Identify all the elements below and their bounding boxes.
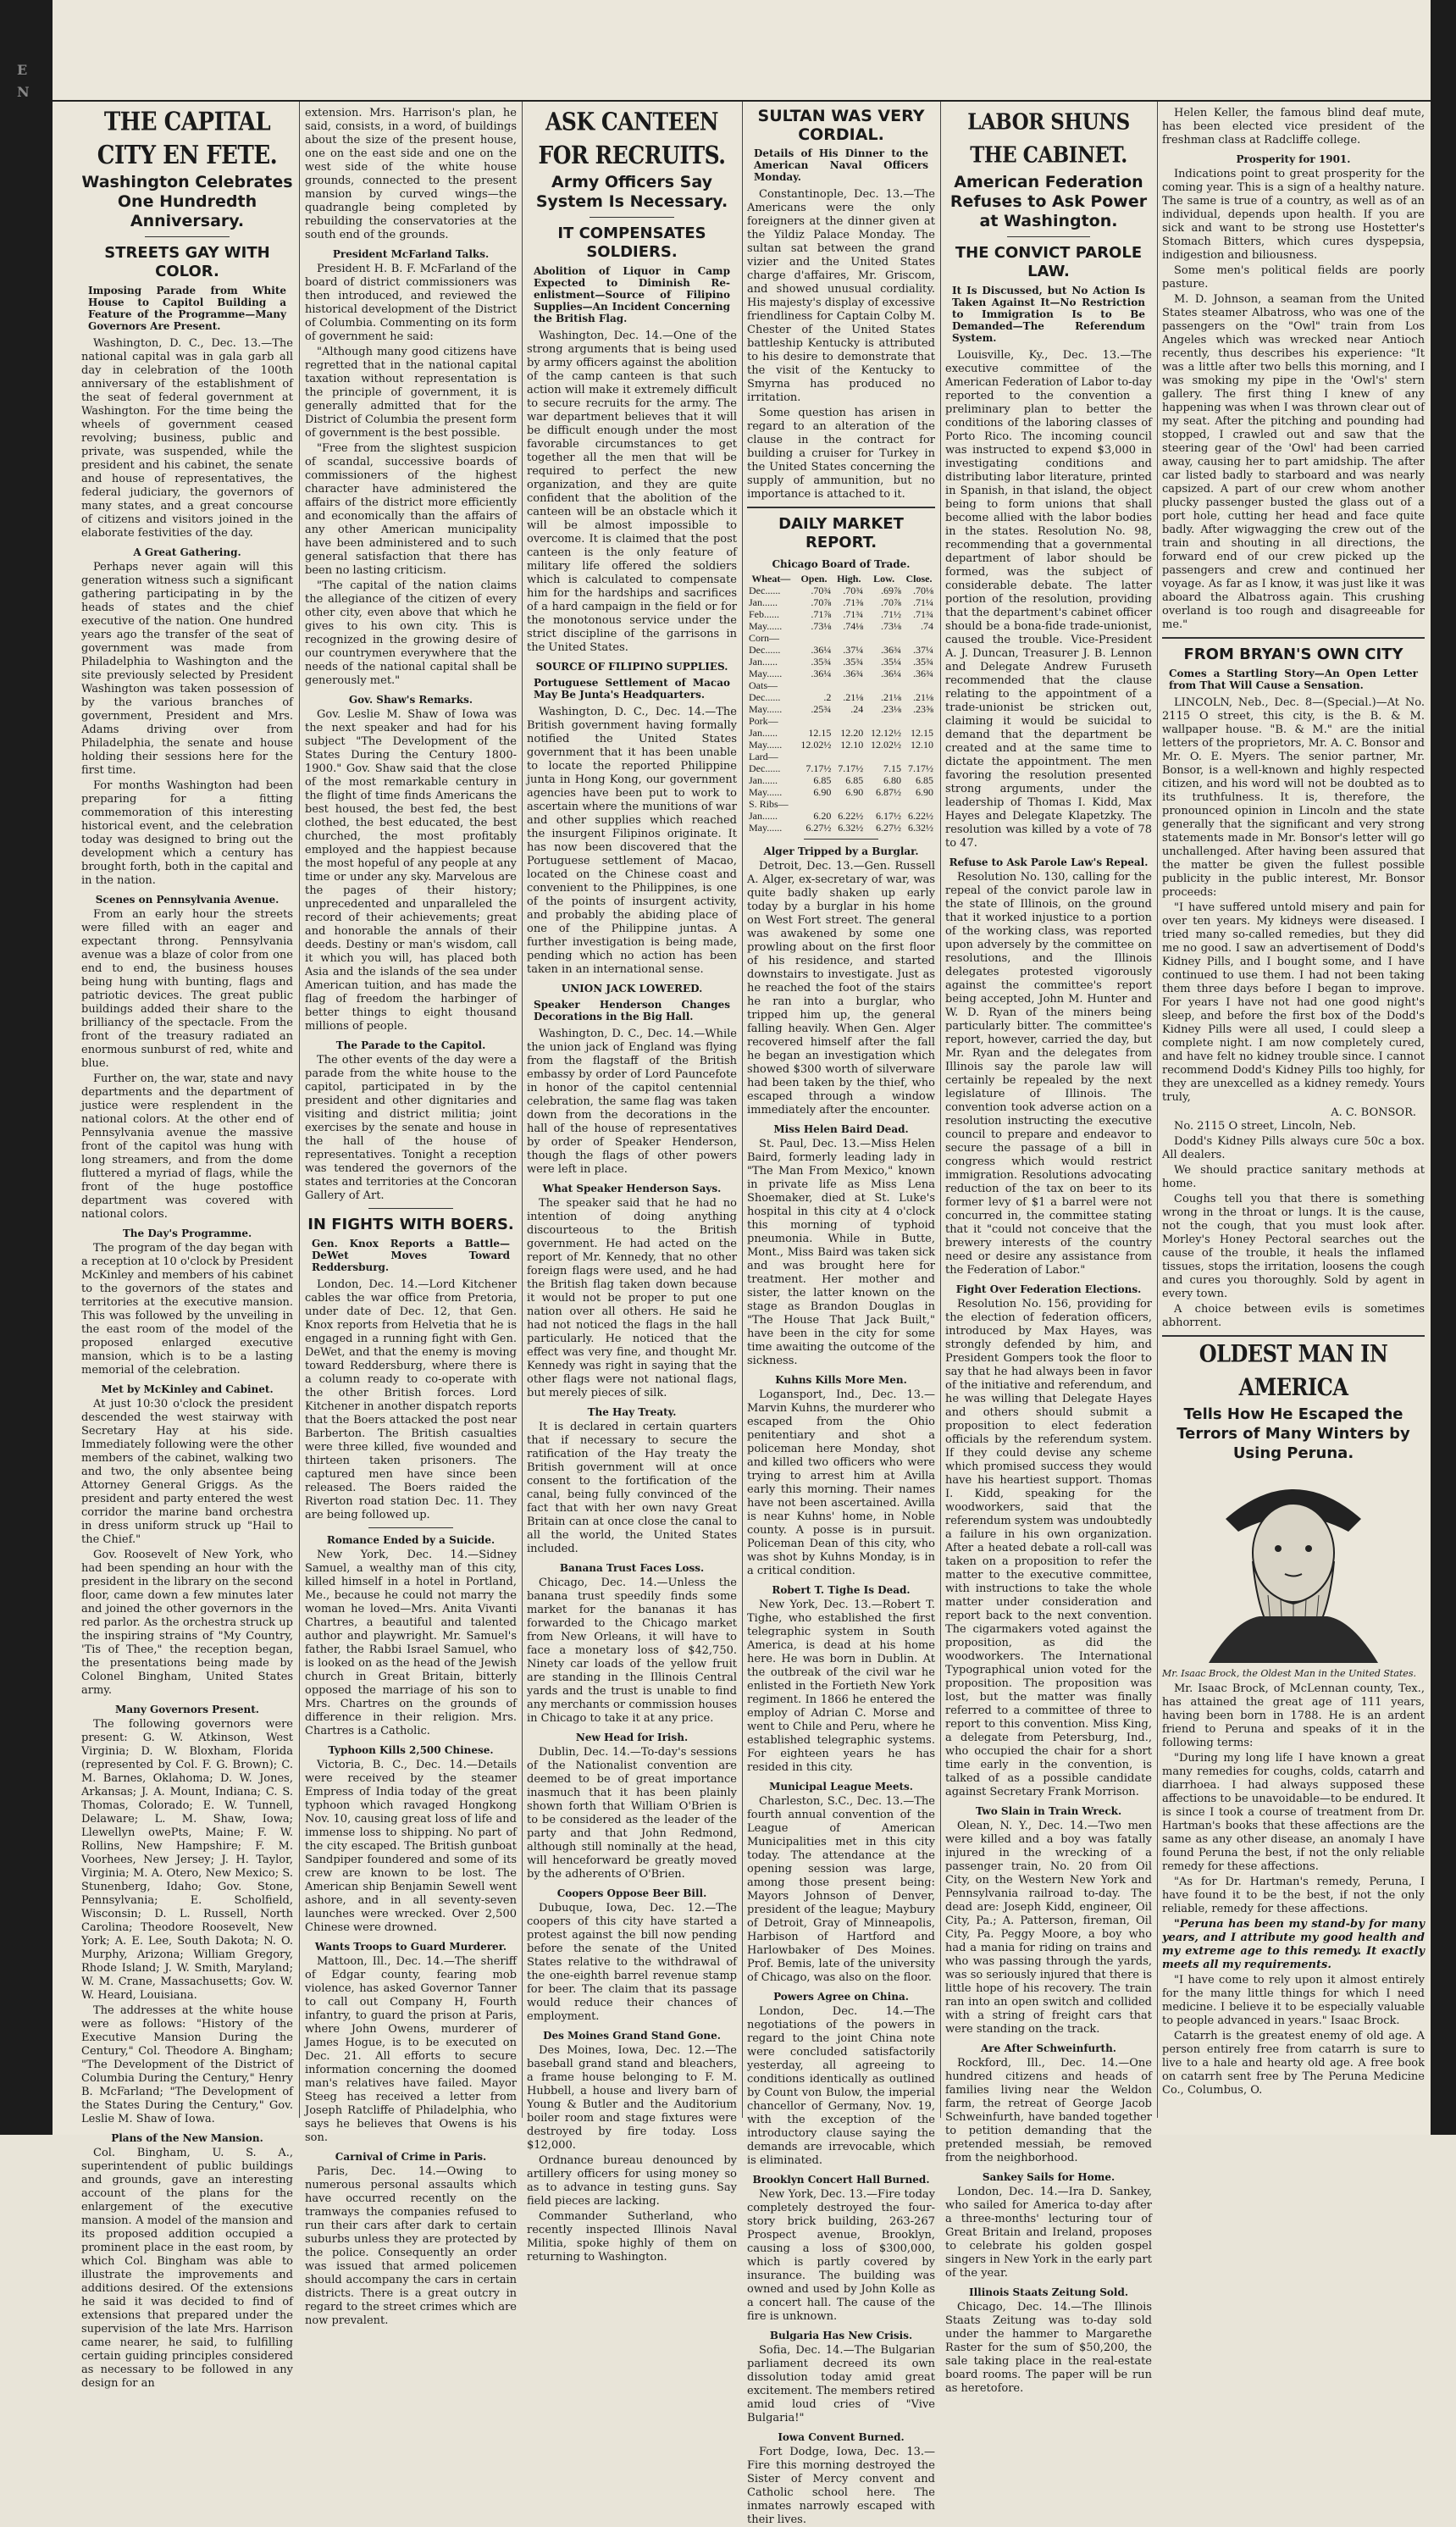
subhead: Many Governors Present.: [115, 1704, 259, 1715]
deck: Comes a Startling Story—An Open Letter from That Will Cause a Sensation.: [1169, 668, 1418, 691]
paragraph: Gov. Leslie M. Shaw of Iowa was the next speaker and had for his subject "The Development of the States During the Century 1800-1900." Gov. Shaw said that the close of the most remarkable century in the flight of time finds Americans the best housed, the best fed, the best clothed, the best educated, the best churched, the most profitably employed and the happiest because the most hopeful of any people at any time or under any sky. Marvelous are the pages of their history; unprecedented and unparalleled the record of their achievements; great and honorable the annals of their deeds. Destiny or man's wisdom, call it which you will, has placed both Asia and the islands of the sea under American tuition, and has made the flag of freedom the harbinger of better things to eight thousand millions of people.: [305, 708, 517, 1033]
market-cell: 6.20: [813, 810, 832, 822]
market-cell: Jan......: [749, 727, 778, 739]
market-cell: .70⅞: [880, 596, 901, 608]
paragraph: The speaker said that he had no intention of doing anything discourteous to the British government. He had acted on the report of Mr. Kennedy, that no other foreign flags were used, and he had the British flag taken down because it would not be proper to put one nation over all others. He said he had not noticed the flags in the hall particularly. He noticed that the effect was very fine, and thought Mr. Kennedy was right in saying that the other flags were not national flags, but merely pieces of silk.: [527, 1197, 737, 1399]
market-row: [747, 668, 935, 679]
market-cell: 6.22½: [838, 810, 864, 822]
market-cell: .70⅛: [913, 585, 933, 596]
paragraph: Indications point to great prosperity for the coming year. This is a sign of a healthy nature. The same is true of a country, as well as of an individual, depends upon health. If you are sick and want to be strong use Hostetter's Stomach Bitters, which cures dyspepsia, indigestion and biliousness.: [1162, 168, 1425, 262]
deck: Imposing Parade from White House to Capitol Building a Feature of the Programme—Many Governors Are Present.: [88, 285, 286, 332]
market-cell: 12.10: [840, 739, 864, 751]
market-cell: 12.15: [808, 727, 832, 739]
market-cell: .70¾: [811, 585, 832, 596]
paragraph: Charleston, S.C., Dec. 13.—The fourth annual convention of the League of American Municipalities met in this city today. The attendance at the opening session was large, among those present being: Mayors Johnson of Denver, president of the league; Maybury of Detroit, Gray of Minneapolis, Harbison of Hartford and Harlowbaker of Des Moines. Prof. Bemis, late of the university of Chicago, was also on the floor.: [747, 1795, 935, 1984]
market-cell: .35¾: [843, 656, 864, 668]
market-cell: .36¾: [843, 668, 864, 679]
market-cell: [903, 679, 935, 691]
market-cell: .35¾: [913, 656, 933, 668]
deck: It Is Discussed, but No Action Is Taken Against It—No Restriction to Immigration Is to Be Demanded—The Referendum System.: [952, 285, 1145, 344]
paragraph: At just 10:30 o'clock the president descended the west stairway with Secretary Hay at his side. Immediately following were the other members of the cabinet, walking two and two, the only absentee being Attorney General Griggs. As the president and party entered the west corridor the marine band orchestra in dress uniform struck up "Hail to the Chief.": [81, 1398, 293, 1546]
market-row: [747, 751, 935, 762]
paragraph: LINCOLN, Neb., Dec. 8—(Special.)—At No. 2115 O street, this city, is the B. & M. wallpaper house. "B. & M." are the initial letters of the proprietors, Mr. A. C. Bonsor and Mr. O. E. Myers. The senior partner, Mr. Bonsor, is a well-known and highly respected citizen, and his word will not be doubted as to its truthfulness. It is, therefore, the pronounced opinion in Lincoln and the state generally that the significant and very strong statements made in Mr. Bonsor's letter will go unchallenged. After having been assured that the matter be given the fullest possible publicity in the public interest, Mr. Bonsor proceeds:: [1162, 696, 1425, 899]
market-cell: 6.87½: [875, 786, 901, 798]
paragraph: Some men's political fields are poorly pasture.: [1162, 264, 1425, 291]
market-cell: May......: [749, 786, 783, 798]
market-cell: 7.17½: [838, 762, 864, 774]
market-cell: Corn—: [749, 632, 779, 644]
market-row: [747, 739, 935, 751]
paragraph: New York, Dec. 14.—Sidney Samuel, a wealthy man of this city, killed himself in a hotel in Portland, Me., because he could not marry the woman he loved—Mrs. Anita Vivanti Chartres, a beautiful and talented author and playwright. Mr. Samuel's father, the Rabbi Israel Samuel, who is looked on as the head of the Jewish church in Great Britain, bitterly opposed the marriage of his son to Mrs. Chartres on the grounds of difference in their religion. Mrs. Chartres is a Catholic.: [305, 1549, 517, 1737]
paragraph: New York, Dec. 13.—Robert T. Tighe, who established the first telegraphic system in South America, is dead at his home here. He was born in Dublin. At the outbreak of the civil war he enlisted in the Fortieth New York regiment. In 1866 he entered the employ of Adrian C. Morse and went to Chile and Peru, where he established telegraphic systems. For eighteen years he has resided in this city.: [747, 1599, 935, 1774]
paragraph: Louisville, Ky., Dec. 13.—The executive committee of the American Federation of Labor to-day reported to the convention a preliminary plan to better the conditions of the laboring classes of Porto Rico. The incoming council was instructed to expend $3,000 in investigating conditions and distributing labor literature, printed in Spanish, in that island, the object being to form unions that shall become allied with the labor bodies in the states. Resolution No. 98, recommending that a governmental department of labor should be formed, was the subject of considerable debate. The latter portion of the resolution, providing that the department's cabinet officer should be a bona-fide trade-unionist, caused the trouble. Vice-President A. J. Duncan, Treasurer J. B. Lennon and Delegate Andrew Furuseth recommended that the clause relating to the appointment of a trade-unionist be stricken out, claiming it would be suicidal to demand that the department be created and at the same time to dictate the appointment. The men favoring the resolution presented strong arguments, under the leadership of Thomas I. Kidd, Max Hayes and Delegate Klapetzky. The resolution was killed by a vote of 78 to 47.: [945, 349, 1152, 850]
market-cell: .21⅛: [913, 691, 933, 703]
headline: LABOR SHUNS THE CABINET.: [967, 108, 1130, 169]
market-cell: [795, 798, 833, 810]
testimonial-quote: "Peruna has been my stand-by for many years, and I attribute my good health and my extreme age to this remedy. It exactly meets all my requirements.: [1162, 1918, 1425, 1971]
market-cell: 12.20: [840, 727, 864, 739]
paragraph: New York, Dec. 13.—Fire today completely destroyed the four-story brick building, 263-267 Prospect avenue, Brooklyn, causing a loss of $300,000, which is partly covered by insurance. The building was owned and used by John Kolle as a concert hall. The cause of the fire is unknown.: [747, 2188, 935, 2323]
market-cell: 6.90: [813, 786, 832, 798]
market-cell: 6.80: [883, 774, 901, 786]
market-cell: [795, 751, 833, 762]
market-cell: 7.15: [883, 762, 901, 774]
paragraph: "I have suffered untold misery and pain for over ten years. My kidneys were diseased. I tried many so-called remedies, but they did me no good. I saw an advertisement of Dodd's Kidney Pills, and I bought some, and I have continued to use them. I had not been taking them three days before I began to improve. For years I have not had one good night's sleep, and before the first box of the Dodd's Kidney Pills were all used, I could sleep a complete night. I am now completely cured, and have felt no kidney trouble since. I cannot recommend Dodd's Kidney Pills too highly, for they are unexcelled as a kidney remedy. Yours truly,: [1162, 901, 1425, 1104]
market-row: [747, 679, 935, 691]
market-cell: May......: [749, 822, 783, 834]
market-cell: [865, 715, 903, 727]
market-cell: May......: [749, 620, 783, 632]
subhead: Plans of the New Mansion.: [111, 2132, 263, 2144]
market-cell: [903, 798, 935, 810]
scan-right-edge: [1431, 0, 1456, 2135]
market-cell: [865, 679, 903, 691]
subhead: New Head for Irish.: [575, 1732, 689, 1743]
subhead: Bulgaria Has New Crisis.: [769, 2330, 913, 2341]
market-cell: .36¼: [880, 668, 901, 679]
market-cell: .37¼: [843, 644, 864, 656]
paragraph: Dublin, Dec. 14.—To-day's sessions of the Nationalist convention are deemed to be of great importance inasmuch that it has been plainly shown forth that William O'Brien is to be considered as the leader of the party and that John Redmond, although still nominally at the head, will henceforward be greatly moved by the adherents of O'Brien.: [527, 1746, 737, 1881]
scan-left-edge: [0, 0, 53, 2135]
market-cell: .36¾: [880, 644, 901, 656]
market-cell: [833, 632, 865, 644]
market-cell: .71¼: [913, 596, 933, 608]
paragraph: Perhaps never again will this generation witness such a significant gathering participating in by the heads of states and the chief executive of the nation. One hundred years ago the transfer of the seat of government was made from Philadelphia to Washington and the site previously selected by President Washington was taken possession of by the various branches of government, President and Mrs. Adams driving over from Philadelphia, the senate and house holding their sessions here for the first time.: [81, 561, 293, 777]
market-cell: [903, 751, 935, 762]
market-cell: [795, 715, 833, 727]
subheadline: Army Officers Say System Is Necessary.: [535, 173, 728, 211]
market-row: [747, 608, 935, 620]
market-cell: 6.85: [916, 774, 933, 786]
market-cell: .21⅛: [880, 691, 901, 703]
market-cell: 6.27½: [806, 822, 832, 834]
market-cell: .36¼: [811, 668, 832, 679]
market-cell: .23⅛: [880, 703, 901, 715]
column-rule: [299, 102, 300, 2118]
paragraph: Some question has arisen in regard to an alteration of the clause in the contract for building a cruiser for Turkey in the United States concerning the supply of ammunition, but no importance is attached to it.: [747, 407, 935, 501]
market-cell: .70⅞: [811, 596, 832, 608]
market-cell: [833, 679, 865, 691]
paragraph: Washington, Dec. 14.—One of the strong arguments that is being used by army officers against the abolition of the camp canteen is that such action will make it extremely difficult to secure recruits for the army. The war department believes that it will be difficult enough under the most favorable circumstances to get together all the men that will be required to perfect the new organization, and they are quite confident that the abolition of the canteen will be an obstacle which it will be almost impossible to overcome. It is claimed that the post canteen is the only feature of military life offered the soldiers which is calculated to compensate him for the hardships and sacrifices of a hard campaign in the field or for the monotonous service under the strict discipline of the garrisons in the United States.: [527, 330, 737, 654]
paragraph: The other events of the day were a parade from the white house to the capitol, participated in by the president and other dignitaries and visiting and district militia; joint exercises by the senate and house in the hall of the house of representatives. Tonight a reception was tendered the governors of the states and territories at the Concoran Gallery of Art.: [305, 1054, 517, 1202]
market-cell: 6.17½: [875, 810, 901, 822]
market-cell: .37¼: [913, 644, 933, 656]
paragraph: Rockford, Ill., Dec. 14.—One hundred citizens and heads of families living near the Weldon farm, the retreat of George Jacob Schweinfurth, have banded together to petition demanding that the pretended messiah, be removed from the neighborhood.: [945, 2057, 1152, 2164]
market-row: [747, 762, 935, 774]
divider: [145, 236, 230, 237]
deck: Speaker Henderson Changes Decorations in the Big Hall.: [534, 999, 730, 1022]
market-cell: 6.85: [813, 774, 832, 786]
paragraph: Detroit, Dec. 13.—Gen. Russell A. Alger, ex-secretary of war, was quite badly shaken up early today by a burglar in his home on West Fort street. The general was awakened by some one prowling about on the first floor of his residence, and started downstairs to investigate. Just as he reached the foot of the stairs he ran into a burglar, who tripped him up, the general falling heavily. When Gen. Alger recovered himself after the fall he began an investigation which showed $300 worth of silverware had been taken by the thief, who escaped through a window immediately after the encounter.: [747, 860, 935, 1117]
paragraph: Catarrh is the greatest enemy of old age. A person entirely free from catarrh is sure to live to a hale and hearty old age. A free book on catarrh sent free by The Peruna Medicine Co., Columbus, O.: [1162, 2030, 1425, 2097]
paragraph: "Although many good citizens have regretted that in the national capital taxation without representation is the principle of government, it is generally admitted that for the District of Columbia the present form of government is the best possible.: [305, 346, 517, 440]
subhead: Refuse to Ask Parole Law's Repeal.: [949, 856, 1149, 868]
market-cell: 6.27½: [875, 822, 901, 834]
market-cell: Oats—: [749, 679, 778, 691]
market-cell: .36¼: [811, 644, 832, 656]
paragraph: extension. Mrs. Harrison's plan, he said, consists, in a word, of buildings about the size of the present house, one on the east side and one on the west side of the white house grounds, connected to the present mansion by curved wings—the quadrangle being completed by rebuilding the conservatories at the south end of the grounds.: [305, 107, 517, 241]
market-cell: .21⅛: [843, 691, 864, 703]
column-rule: [742, 102, 743, 2118]
market-cell: 6.85: [845, 774, 864, 786]
market-column-header: Close.: [905, 573, 933, 585]
divider: [747, 507, 935, 508]
paragraph: No. 2115 O street, Lincoln, Neb.: [1174, 1120, 1356, 1133]
paragraph: We should practice sanitary methods at home.: [1162, 1164, 1425, 1190]
market-row: [747, 786, 935, 798]
subhead: Robert T. Tighe Is Dead.: [772, 1584, 911, 1596]
market-cell: .35¼: [880, 656, 901, 668]
market-cell: [903, 632, 935, 644]
paragraph: St. Paul, Dec. 13.—Miss Helen Baird, formerly leading lady in "The Man From Mexico," known in private life as Miss Lena Shoemaker, died at St. Luke's hospital in this city at 4 o'clock this morning of typhoid pneumonia. While in Butte, Mont., Miss Baird was taken sick and was brought here for treatment. Her mother and sister, the latter known on the stage as Brandon Douglas in "The House That Jack Built," have been in the city for some time awaiting the outcome of the sickness.: [747, 1138, 935, 1367]
paragraph: London, Dec. 14.—The negotiations of the powers in regard to the joint China note were concluded satisfactorily yesterday, all agreeing to conditions identically as outlined by Count von Bulow, the imperial chancellor of Germany, Nov. 19, with the exception of the introductory clause saying the demands are irrevocable, which is eliminated.: [747, 2005, 935, 2167]
market-cell: Jan......: [749, 656, 778, 668]
market-column-header: Wheat—: [751, 573, 791, 585]
subhead: President McFarland Talks.: [332, 248, 490, 260]
divider: [368, 1527, 453, 1528]
paragraph: Washington, D. C., Dec. 14.—The British government having formally notified the United States government that it has been unable to locate the reported Philippine junta in Hong Kong, our government agencies have been put to work to ascertain where the munitions of war and other supplies which reached the insurgent Filipinos originate. It has now been discovered that the Portuguese settlement of Macao, located on the Chinese coast and convenient to the Philippines, is one of the points of insurgent activity, and probably the abiding place of one of the Philippine juntas. A further investigation is being made, pending which no action has been taken in an international sense.: [527, 706, 737, 976]
column-4: [747, 107, 935, 2526]
paragraph: The following governors were present: G. W. Atkinson, West Virginia; D. W. Bloxham, Florida (represented by Col. F. G. Brown); C. M. Barnes, Oklahoma; D. W. Jones, Arkansas; J. A. Mount, Indiana; C. S. Thomas, Colorado; E. W. Tunnell, Delaware; L. M. Shaw, Iowa; Llewellyn owePts, Maine; F. W. Rollins, New Hampshire; F. M. Voorhees, New Jersey; J. H. Taylor, Virginia; M. A. Otero, New Mexico; S. Stunenberg, Idaho; Gov. Stone, Pennsylvania; E. Scholfield, Wisconsin; D. L. Russell, North Carolina; Theodore Roosevelt, New York; A. E. Lee, South Dakota; N. O. Murphy, Arizona; William Gregory, Rhode Island; J. W. Smith, Maryland; W. M. Crane, Massachusetts; Gov. W. W. Heard, Louisiana.: [81, 1718, 293, 2002]
column-rule: [1157, 102, 1158, 2118]
divider: [1007, 236, 1090, 237]
paragraph: Helen Keller, the famous blind deaf mute, has been elected vice president of the freshman class at Radcliffe college.: [1162, 107, 1425, 147]
column-1: [81, 107, 293, 2390]
paragraph: From an early hour the streets were filled with an eager and expectant throng. Pennsylvania avenue was a blaze of color from one end to end, the business houses being hung with bunting, flags and patriotic devices. The great public buildings added their share to the brilliancy of the spectacle. From the front of the treasury radiated an enormous sunburst of red, white and blue.: [81, 908, 293, 1070]
paragraph: Ordnance bureau denounced by artillery officers for using money so as to advance in testing guns. Say field pieces are lacking.: [527, 2154, 737, 2208]
paragraph: Sofia, Dec. 14.—The Bulgarian parliament decreed its own dissolution today amid great excitement. The members retired amid loud cries of "Vive Bulgaria!": [747, 2344, 935, 2424]
paragraph: Dubuque, Iowa, Dec. 12.—The coopers of this city have started a protest against the bill now pending before the senate of the United States relative to the withdrawal of the one-eighth barrel revenue stamp for beer. The claim that its passage would reduce their chances of employment.: [527, 1902, 737, 2023]
section-headline: FROM BRYAN'S OWN CITY: [1183, 646, 1403, 663]
market-cell: 12.10: [911, 739, 933, 751]
paragraph: Coughs tell you that there is something wrong in the throat or lungs. It is the cause, not the cough, that you must look after. Morley's Honey Pectoral searches out the cause of the trouble, it heals the inflamed tissues, stops the irritation, loosens the cough and cures you thoroughly. Sold by agent in every town.: [1162, 1193, 1425, 1300]
market-cell: Jan......: [749, 774, 778, 786]
market-cell: .74: [921, 620, 933, 632]
market-cell: 6.32½: [838, 822, 864, 834]
subhead: Miss Helen Baird Dead.: [773, 1123, 909, 1135]
market-row: [747, 596, 935, 608]
market-cell: .70¾: [843, 585, 864, 596]
paragraph: London, Dec. 14.—Lord Kitchener cables the war office from Pretoria, under date of Dec. 12, that Gen. Knox reports from Helvetia that he is engaged in a running fight with Gen. DeWet, and that the enemy is moving toward Reddersburg, where there is a column ready to co-operate with the other British forces. Lord Kitchener in another dispatch reports that the Boers attacked the post near Barberton. The British casualties were three killed, five wounded and thirteen taken prisoners. The captured men have since been released. The Boers raided the Riverton road station Dec. 11. They are being followed up.: [305, 1278, 517, 1521]
deck: Details of His Dinner to the American Naval Officers Monday.: [754, 147, 928, 183]
market-cell: Pork—: [749, 715, 778, 727]
market-cell: 7.17½: [908, 762, 933, 774]
signature: A. C. BONSOR.: [1331, 1106, 1416, 1119]
market-cell: [795, 679, 833, 691]
paragraph: For months Washington had been preparing for a fitting commemoration of this interesting historical event, and the celebration today was designed to bring out the development which a century has brought forth, both in the capital and in the nation.: [81, 779, 293, 887]
market-cell: 6.22½: [908, 810, 933, 822]
subhead: A Great Gathering.: [133, 546, 241, 558]
market-cell: .71⅜: [843, 596, 864, 608]
market-cell: .71¾: [843, 608, 864, 620]
market-cell: May......: [749, 703, 783, 715]
section-headline: STREETS GAY WITH COLOR.: [104, 244, 270, 280]
market-row: [747, 632, 935, 644]
headline: THE CAPITAL CITY EN FETE.: [97, 108, 278, 170]
paragraph: Resolution No. 156, providing for the election of federation officers, introduced by Max Hayes, was strongly defended by him, and President Gompers took the floor to say that he had always been in favor of the initiative and referendum, and he was willing that Delegate Hayes and others should submit a proposition to elect federation officials by the referendum system. If they could devise any scheme which promised success they would have his heartiest support. Thomas I. Kidd, speaking for the woodworkers, said that the referendum system was undoubtedly a failure in his own organization. After a heated debate a roll-call was taken on a proposition to refer the matter to the executive committee, with instructions to take the whole matter under consideration and report back to the next convention. The cigarmakers voted against the proposition, as did the woodworkers. The International Typographical union voted for the proposition. The proposition was lost, but the matter was finally referred to a committee of three to report to this convention. Miss King, a delegate from Petersburg, Ind., who occupied the chair for a short time early in the convention, is talked of as a possible candidate against Secretary Frank Morrison.: [945, 1298, 1152, 1798]
paragraph: Chicago, Dec. 14.—The Illinois Staats Zeitung was to-day sold under the hammer to Margarethe Raster for the sum of $50,200, the sale taking place in the real-estate board rooms. The paper will be run as heretofore.: [945, 2301, 1152, 2395]
market-cell: Dec......: [749, 644, 781, 656]
headline: ASK CANTEEN FOR RECRUITS.: [538, 108, 726, 169]
subhead: What Speaker Henderson Says.: [542, 1183, 722, 1194]
market-cell: [903, 715, 935, 727]
paragraph: "I have come to rely upon it almost entirely for the many little things for which I need medicine. I believe it to be especially valuable to people advanced in years." Isaac Brock.: [1162, 1974, 1425, 2027]
subhead: Coopers Oppose Beer Bill.: [556, 1887, 707, 1899]
market-cell: 7.17½: [806, 762, 832, 774]
market-cell: .73⅛: [880, 620, 901, 632]
column-6: [1162, 107, 1425, 2114]
paragraph: Gov. Roosevelt of New York, who had been spending an hour with the president in the library on the second floor, came down a few minutes later and joined the other governors in the red parlor. As the orchestra struck up the inspiring strains of "My Country, 'Tis of Thee," the reception began, the presentations being made by Colonel Bingham, United States army.: [81, 1549, 293, 1697]
paragraph: "The capital of the nation claims the allegiance of the citizen of every other city, even above that which he gives to his own city. This is recognized in the growing desire of our countrymen everywhere that the needs of the national capital shall be generously met.": [305, 579, 517, 687]
subhead: Two Slain in Train Wreck.: [975, 1805, 1122, 1817]
market-table: [747, 573, 935, 834]
paragraph: "Free from the slightest suspicion of scandal, successive boards of commissioners of the highest character have administered the affairs of the district more efficiently and economically than the affairs of any other American municipality have been administered and to such general satisfaction that there has been no lasting criticism.: [305, 442, 517, 577]
market-cell: Dec......: [749, 762, 781, 774]
paragraph: Dodd's Kidney Pills always cure 50c a box. All dealers.: [1162, 1135, 1425, 1161]
margin-marks: E N: [17, 62, 30, 100]
section-headline: THE CONVICT PAROLE LAW.: [955, 244, 1143, 280]
paragraph: "As for Dr. Hartman's remedy, Peruna, I have found it to be the best, if not the only reliable, remedy for these affections.: [1162, 1876, 1425, 1915]
market-row: [747, 727, 935, 739]
subhead: Gov. Shaw's Remarks.: [348, 694, 473, 706]
subhead: The Hay Treaty.: [587, 1406, 677, 1418]
market-cell: 12.02½: [800, 739, 832, 751]
market-row: [747, 810, 935, 822]
subhead: Kuhns Kills More Men.: [775, 1374, 907, 1386]
market-cell: .69⅞: [880, 585, 901, 596]
divider: [804, 839, 879, 840]
subhead: Typhoon Kills 2,500 Chinese.: [328, 1744, 494, 1756]
market-cell: .2: [823, 691, 832, 703]
subhead: Sankey Sails for Home.: [982, 2171, 1116, 2183]
subhead: Scenes on Pennsylvania Avenue.: [95, 894, 280, 906]
market-row: [747, 774, 935, 786]
divider: [1162, 1335, 1425, 1337]
market-cell: May......: [749, 739, 783, 751]
paragraph: The program of the day began with a reception at 10 o'clock by President McKinley and members of his cabinet to the governors of the states and territories at the executive mansion. This was followed by the unveiling in the east room of the model of the proposed enlarged executive mansion, which is to be a lasting memorial of the celebration.: [81, 1242, 293, 1377]
market-row: [747, 585, 935, 596]
market-cell: [833, 751, 865, 762]
paragraph: Mattoon, Ill., Dec. 14.—The sheriff of Edgar county, fearing mob violence, has asked Governor Tanner to call out Company H, Fourth infantry, to guard the prison at Paris, where John Owens, murderer of James Hogue, is to be executed on Dec. 21. All efforts to secure information concerning the doomed man's relatives have failed. Mayor Steeg has received a letter from Joseph Ratcliffe of Philadelphia, who says he believes that Owens is his son.: [305, 1955, 517, 2144]
subhead: UNION JACK LOWERED.: [561, 983, 703, 995]
deck: Gen. Knox Reports a Battle—DeWet Moves Toward Reddersburg.: [312, 1238, 510, 1273]
paragraph: Olean, N. Y., Dec. 14.—Two men were killed and a boy was fatally injured in the wrecking of a passenger train, No. 20 from Oil City, on the Western New York and Pennsylvania railroad to-day. The dead are: Joseph Kidd, engineer, Oil City, Pa.; A. Patterson, fireman, Oil City, Pa. Peggy Moore, a boy who had a mania for riding on trains and who was passing through the yards, was so seriously injured that there is little hope of his recovery. The train ran into an open switch and collided with a string of freight cars that were standing on the track.: [945, 1820, 1152, 2036]
paragraph: Chicago, Dec. 14.—Unless the banana trust speedily finds some market for the bananas it has forwarded to the Chicago market from New Orleans, it will have to face a monetary loss of $42,750. Ninety car loads of the yellow fruit are standing in the Illinois Central yards and the trust is unable to find any merchants or commission houses in Chicago to take it at any price.: [527, 1577, 737, 1725]
market-cell: [833, 798, 865, 810]
subheadline: Washington Celebrates One Hundredth Anniversary.: [81, 173, 293, 230]
paragraph: Paris, Dec. 14.—Owing to numerous personal assaults which have occurred recently on the tramways the companies refused to run their cars after dark to certain suburbs unless they are protected by the police. Consequently an order was issued that armed policemen should accompany the cars in certain districts. There is a great outcry in regard to the street crimes which are now prevalent.: [305, 2165, 517, 2327]
market-cell: .73⅛: [811, 620, 832, 632]
paragraph: Commander Sutherland, who recently inspected Illinois Naval Militia, spoke highly of them on returning to Washington.: [527, 2210, 737, 2264]
paragraph: Des Moines, Iowa, Dec. 12.—The baseball grand stand and bleachers, a frame house belonging to F. M. Hubbell, a house and livery barn of Young & Butler and the Auditorium boiler room and stage fixtures were destroyed by fire today. Loss $12,000.: [527, 2044, 737, 2152]
market-cell: 6.90: [845, 786, 864, 798]
market-cell: 12.02½: [870, 739, 901, 751]
paragraph: It is declared in certain quarters that if necessary to secure the ratification of the Hay treaty the British government will at once consent to the fortification of the canal, being fully convinced of the fact that with her own navy Great Britain can at once close the canal to all the world, the United States included.: [527, 1421, 737, 1555]
market-cell: [865, 751, 903, 762]
subhead: Municipal League Meets.: [769, 1781, 913, 1793]
market-row: [747, 691, 935, 703]
divider: [590, 217, 673, 218]
subhead: Des Moines Grand Stand Gone.: [543, 2030, 721, 2042]
deck: Portuguese Settlement of Macao May Be Junta's Headquarters.: [534, 677, 730, 701]
market-cell: May......: [749, 668, 783, 679]
paragraph: Victoria, B. C., Dec. 14.—Details were received by the steamer Empress of India today of the great typhoon which ravaged Hongkong Nov. 10, causing great loss of life and immense loss to shipping. No part of the city escaped. The British gunboat Sandpiper foundered and some of its crew are known to be lost. The American ship Benjamin Sewell went ashore, and in all seventy-seven launches were wrecked. Over 2,500 Chinese were drowned.: [305, 1759, 517, 1934]
subhead: Brooklyn Concert Hall Burned.: [752, 2174, 930, 2186]
market-cell: Dec......: [749, 691, 781, 703]
market-cell: 6.90: [916, 786, 933, 798]
market-row: [747, 822, 935, 834]
column-rule: [940, 102, 941, 2118]
market-cell: 12.12½: [870, 727, 901, 739]
subhead: Alger Tripped by a Burglar.: [763, 845, 919, 857]
subheadline: American Federation Refuses to Ask Power at Washington.: [949, 173, 1148, 230]
subhead: Fight Over Federation Elections.: [955, 1283, 1142, 1295]
subhead: The Day's Programme.: [122, 1227, 252, 1239]
paragraph: Col. Bingham, U. S. A., superintendent of public buildings and grounds, gave an interesting account of the plans for the enlargement of the executive mansion. A model of the mansion and its proposed addition occupied a prominent place in the east room, by which Col. Bingham was able to illustrate the improvements and additions desired. Of the extensions he said it was decided to find of extensions that prepared under the supervision of the late Mrs. Harrison came nearer, he said, to fulfilling certain guiding principles considered as necessary to be followed in any design for an: [81, 2147, 293, 2390]
deck: Abolition of Liquor in Camp Expected to Diminish Re-enlistment—Source of Filipino Supplies—An Incident Concerning the British Flag.: [534, 265, 730, 324]
market-cell: .74⅛: [843, 620, 864, 632]
subhead: Banana Trust Faces Loss.: [559, 1562, 705, 1574]
market-cell: Feb......: [749, 608, 779, 620]
subhead: Illinois Staats Zeitung Sold.: [968, 2286, 1129, 2298]
market-cell: .71⅞: [811, 608, 832, 620]
paragraph: Washington, D. C., Dec. 13.—The national capital was in gala garb all day in celebration of the 100th anniversary of the establishment of the seat of federal government at Washington. For the time being the wheels of government ceased revolving; business, public and private, was suspended, while the president and his cabinet, the senate and house of representatives, the federal judiciary, the governors of many states, and a great concourse of citizens and visitors joined in the elaborate festivities of the day.: [81, 337, 293, 540]
market-cell: S. Ribs—: [749, 798, 789, 810]
ad-subheadline: Tells How He Escaped the Terrors of Many Winters by Using Peruna.: [1176, 1405, 1410, 1462]
market-cell: [865, 632, 903, 644]
market-report-headline: DAILY MARKET REPORT.: [778, 515, 904, 551]
market-row: [747, 644, 935, 656]
paragraph: The addresses at the white house were as follows: "History of the Executive Mansion During the Century," Col. Theodore A. Bingham; "The Development of the District of Columbia During the Century," Henry B. McFarland; "The Development of the States During the Century," Gov. Leslie M. Shaw of Iowa.: [81, 2004, 293, 2125]
market-row: [747, 656, 935, 668]
subhead: Carnival of Crime in Paris.: [335, 2151, 487, 2163]
divider: [1162, 637, 1425, 639]
market-column-header: High.: [837, 573, 861, 585]
market-cell: .71¾: [913, 608, 933, 620]
paragraph: Mr. Isaac Brock, of McLennan county, Tex., has attained the great age of 111 years, having been born in 1788. He is an ardent friend to Peruna and speaks of it in the following terms:: [1162, 1682, 1425, 1749]
portrait-engraving: [1200, 1468, 1387, 1663]
subhead: Are After Schweinfurth.: [981, 2042, 1116, 2054]
subhead: Prosperity for 1901.: [1236, 153, 1351, 165]
headline: SULTAN WAS VERY CORDIAL.: [757, 107, 925, 144]
ad-headline: OLDEST MAN IN AMERICA: [1199, 1339, 1388, 1401]
market-cell: Jan......: [749, 810, 778, 822]
market-cell: Jan......: [749, 596, 778, 608]
section-headline: IN FIGHTS WITH BOERS.: [307, 1216, 514, 1233]
paragraph: Washington, D. C., Dec. 14.—While the union jack of England was flying from the flagstaff of the British embassy by order of Lord Pauncefote in honor of the capitol centennial celebration, the same flag was taken down from the decorations in the hall of the house of representatives by order of Speaker Henderson, though the flags of other powers were left in place.: [527, 1028, 737, 1176]
column-5: [945, 107, 1152, 2395]
market-cell: 6.32½: [908, 822, 933, 834]
market-cell: Lard—: [749, 751, 778, 762]
subhead: Chicago Board of Trade.: [772, 558, 911, 570]
market-cell: .23⅝: [913, 703, 933, 715]
paragraph: Further on, the war, state and navy departments and the department of justice were resplendent in the national colors. At the other end of Pennsylvania avenue the massive front of the capitol was hung with long streamers, and from the dome fluttered a myriad of flags, while the front of the huge postoffice department was covered with national colors.: [81, 1072, 293, 1221]
market-row: [747, 798, 935, 810]
column-3: [527, 107, 737, 2264]
subhead: Powers Agree on China.: [773, 1991, 909, 2003]
column-rule: [522, 102, 523, 2118]
subhead: Met by McKinley and Cabinet.: [101, 1383, 274, 1395]
subhead: Wants Troops to Guard Murderer.: [314, 1941, 507, 1953]
paragraph: Fort Dodge, Iowa, Dec. 13.—Fire this morning destroyed the Sister of Mercy convent and Catholic school here. The inmates narrowly escaped with their lives.: [747, 2446, 935, 2526]
market-column-header: Low.: [873, 573, 895, 585]
market-cell: .24: [850, 703, 864, 715]
paragraph: London, Dec. 14.—Ira D. Sankey, who sailed for America to-day after a three-months' lecturing tour of Great Britain and Ireland, proposes to celebrate his golden gospel singers in New York in the early part of the year.: [945, 2186, 1152, 2280]
market-row: [747, 620, 935, 632]
market-cell: [795, 632, 833, 644]
market-cell: .36¾: [913, 668, 933, 679]
paragraph: Resolution No. 130, calling for the repeal of the convict parole law in the state of Illinois, on the ground that it worked injustice to a portion of the working class, was reported upon adversely by the committee on resolutions, and the Illinois delegates protested vigorously against the committee's report being accepted, John M. Hunter and W. D. Ryan of the miners being particularly bitter. The committee's report, however, carried the day, but Mr. Ryan and the delegates from Illinois say the parole law will certainly be repealed by the next legislature of Illinois. The convention took adverse action on a resolution instructing the executive council to prepare and endeavor to secure the passage of a bill in congress which would restrict immigration. Resolutions advocating reduction of the tax on beer to its former levy of $1 a barrel were not concurred in, the committee stating that it "could not conceive that the brewery interests of the country need or desire any assistance from the Federation of Labor.": [945, 871, 1152, 1277]
paragraph: President H. B. F. McFarland of the board of district commissioners was then introduced, and reviewed the historical development of the District of Columbia. Commenting on its form of government he said:: [305, 263, 517, 343]
column-2: [305, 107, 517, 2327]
market-cell: [833, 715, 865, 727]
subhead: Iowa Convent Burned.: [778, 2431, 905, 2443]
market-cell: 12.15: [911, 727, 933, 739]
paragraph: A choice between evils is sometimes abhorrent.: [1162, 1303, 1425, 1329]
subhead: The Parade to the Capitol.: [335, 1039, 486, 1051]
market-cell: [865, 798, 903, 810]
subhead: Romance Ended by a Suicide.: [326, 1534, 495, 1546]
paragraph: "During my long life I have known a great many remedies for coughs, colds, catarrh and diarrhoea. I had always supposed these affections to be unavoidable—to be endured. It is since I took a course of treatment from Dr. Hartman's books that these affections are the same as any other disease, an anomaly I have found Peruna the best, if not the only reliable remedy for these affections.: [1162, 1752, 1425, 1873]
paragraph: Constantinople, Dec. 13.—The Americans were the only foreigners at the dinner given at the Yildiz Palace Monday. The sultan sat between the grand vizier and the United States charge d'affaires, Mr. Griscom, and showed unusual cordiality. His majesty's display of excessive friendliness for Captain Colby M. Chester of the United States battleship Kentucky is attributed to his desire to demonstrate that the visit of the Kentucky to Smyrna has produced no irritation.: [747, 188, 935, 404]
market-cell: .25¾: [811, 703, 832, 715]
section-headline: IT COMPENSATES SOLDIERS.: [557, 224, 706, 261]
market-row: [747, 715, 935, 727]
market-cell: .71½: [880, 608, 901, 620]
subhead: SOURCE OF FILIPINO SUPPLIES.: [535, 661, 728, 673]
portrait-caption: Mr. Isaac Brock, the Oldest Man in the United States.: [1162, 1668, 1416, 1679]
paragraph: M. D. Johnson, a seaman from the United States steamer Albatross, who was one of the passengers on the "Owl" train from Los Angeles which was wrecked near Antioch recently, thus describes his experience: "It was a little after two bells this morning, and I was smoking my pipe in the 'Owl's' stern gallery. The first thing I knew of any happening was when I was thrown clear out of my seat. After the pitching and pounding had stopped, I crawled out and saw that the steering gear of the 'Owl' had been carried away, causing her to part amidship. The after car listed badly to starboard and was nearly capsized. A part of our crew whom another plucky passenger busted the glass out of a port hole, cutting her head and face quite badly. After wigwagging the crew out of the train and shouting in all directions, the forward end of our crew picked up the passengers and crew and continued her voyage. As far as I know, it was just like it was aboard the Albatross again. This crushing overland is too rough and disagreeable for me.": [1162, 293, 1425, 631]
market-cell: Dec......: [749, 585, 781, 596]
market-row: [747, 703, 935, 715]
market-column-header: Open.: [800, 573, 828, 585]
paragraph: Logansport, Ind., Dec. 13.—Marvin Kuhns, the murderer who escaped from the Ohio penitentiary and shot a policeman here Monday, shot and killed two officers who were trying to arrest him at Avilla early this morning. Their names have not been ascertained. Avilla is near Kuhns' home, in Noble county. A posse is in pursuit. Policeman Dean of this city, who was shot by Kuhns Monday, is in a critical condition.: [747, 1388, 935, 1577]
market-cell: .35¾: [811, 656, 832, 668]
divider: [368, 1208, 453, 1209]
